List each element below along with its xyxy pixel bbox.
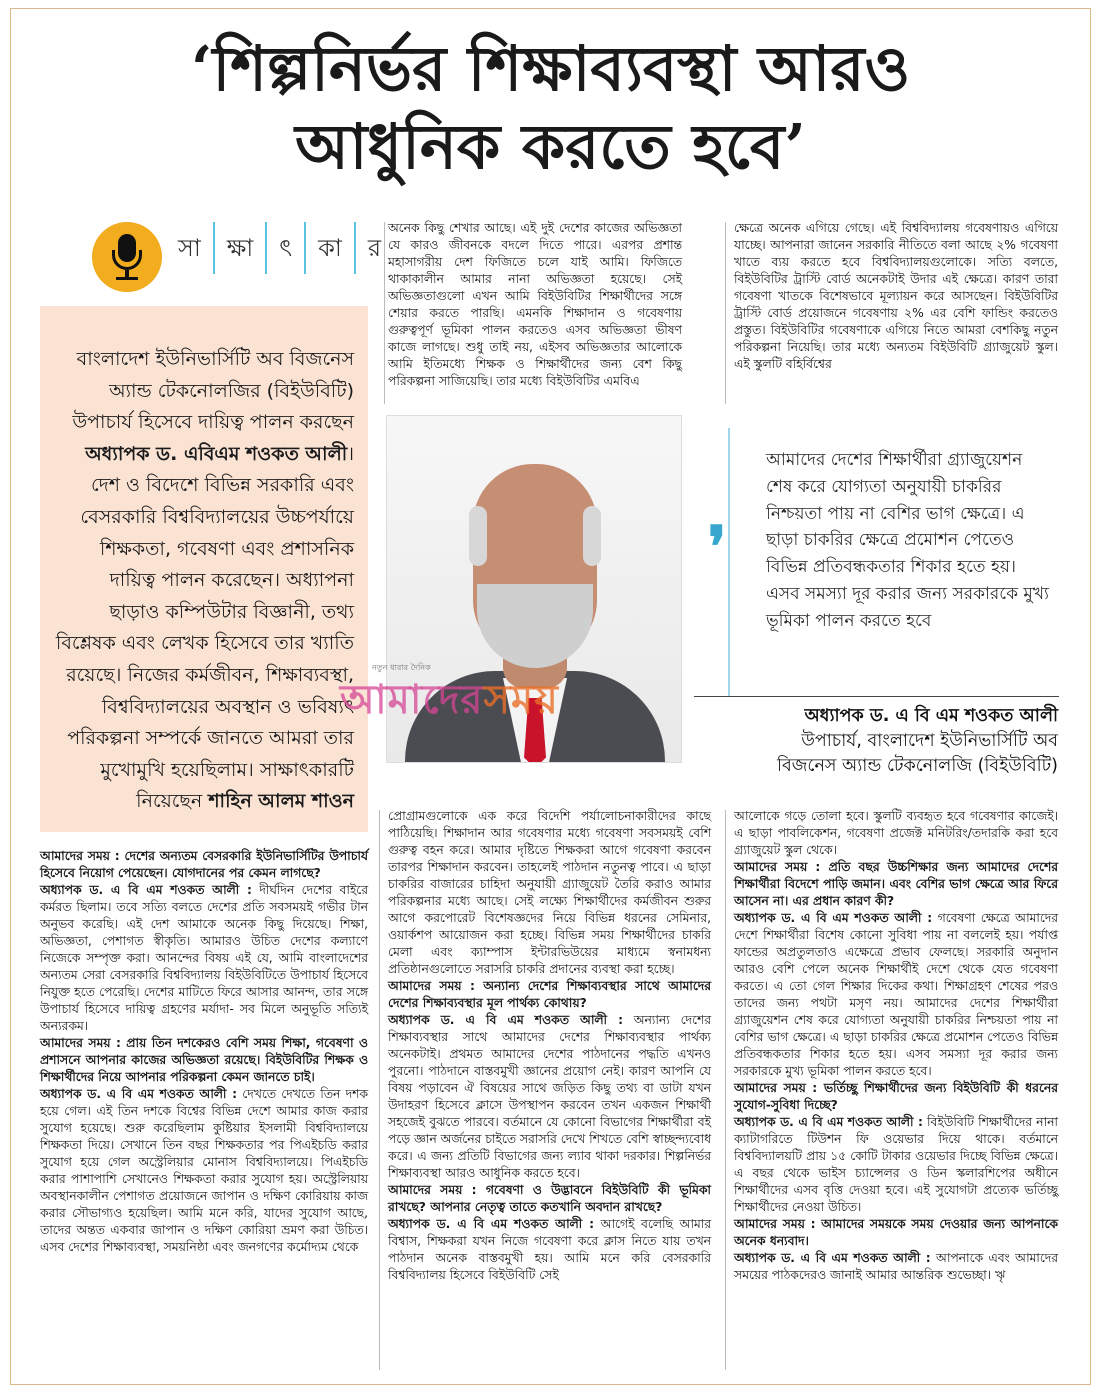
answer-text: বিইউবিটি শিক্ষার্থীদের নানা ক্যাটাগরিতে টিউশন ফি ওয়েভার দিয়ে থাকে। বর্তমানে বিশ্ববিদ্যালয়টি প্রায় ১৫ কোটি টাকার ওয়েভার দিচ্ছে বিভিন্ন ক্ষেত্রে। এ বছর থেকে ভাইস চ্যান্সেলর ও ডিন স্কলারশিপের অধীনে শিক্ষার্থীদের এসব বৃত্তি দেওয়া হবে। এই সুযোগটা প্রত্যেক ভর্তিচ্ছু শিক্ষার্থীদের নেওয়া উচিত। <box>734 1115 1058 1214</box>
answer-speaker: অধ্যাপক ড. এ বি এম শওকত আলী : <box>734 1251 931 1265</box>
answer-speaker: অধ্যাপক ড. এ বি এম শওকত আলী : <box>40 1087 238 1101</box>
body-paragraph: ক্ষেত্রে অনেক এগিয়ে গেছে। এই বিশ্ববিদ্যালয় গবেষণায়ও এগিয়ে যাচ্ছে। আপনারা জানেন সরকারি নীতিতে বলা আছে ২% গবেষণা খাতে ব্যয় করতে হবে বিশ্ববিদ্যালয়গুলোকে। সত্যি বলতে, বিইউবিটির ট্রাস্টি বোর্ড অনেকটাই উদার এই ক্ষেত্রে। কারণ তারা গবেষণা খাতকে বিশেষভাবে মূল্যায়ন করে আসছেন। বিইউবিটির ট্রাস্টি বোর্ড প্রয়োজনে গবেষণায় ২% এর বেশি ফান্ডিং করতেও প্রস্তুত। বিইউবিটির গবেষণাকে এগিয়ে নিতে আমরা বেশকিছু নতুন পরিকল্পনা নিয়েছি। তার মধ্যে অন্যতম বিইউবিটি গ্র্যাজুয়েট স্কুল। এই স্কুলটি বহির্বিশ্বের <box>734 221 1058 371</box>
question: আমাদের সময় : প্রায় তিন দশকেরও বেশি সময় শিক্ষা, গবেষণা ও প্রশাসনে আপনার কাজের অভিজ্ঞতা রয়েছে। বিইউবিটির শিক্ষক ও শিক্ষার্থীদের নিয়ে আপনার পরিকল্পনা কেমন জানতে চাই। <box>40 1036 368 1084</box>
caption-title: উপাচার্য, বাংলাদেশ ইউনিভার্সিটি অব <box>801 731 1058 751</box>
intro-interviewer-name: শাহিন আলম শাওন <box>208 790 354 813</box>
end-mark: ৠ <box>995 1268 1006 1282</box>
column-1 <box>40 848 368 1256</box>
section-letter: কা <box>306 222 356 274</box>
answer-text: অন্যান্য দেশের শিক্ষাব্যবস্থার সাথে আমাদের দেশের শিক্ষাব্যবস্থার পার্থক্য অনেকটাই। প্রথমত আমাদের দেশের পাঠদানের পদ্ধতি এখনও পুরনো। পাঠদানে বাস্তবমুখী জ্ঞানের প্রয়োগ নেই। কারণ আপনি যে বিষয় পড়াবেন ঐ বিষয়ের সাথে জড়িত কিছু তথ্য বা ডাটা যখন উদাহরণ হিসেবে ক্লাসে উপস্থাপন করবেন তখন একজন শিক্ষার্থী সহজেই বুঝতে পারবে। বর্তমানে যে কোনো বিভাগের শিক্ষার্থীরা বই পড়ে জ্ঞান অর্জনের চাইতে সরাসরি দেখে শিখতে বেশি স্বাচ্ছন্দ্যবোধ করে। এ জন্য প্রতিটি বিভাগের জন্য ল্যাব থাকা দরকার। শিল্পনির্ভর শিক্ষাব্যবস্থা আরও আধুনিক করতে হবে। <box>388 1013 711 1180</box>
section-letter: সা <box>166 222 215 274</box>
body-paragraph: আলোকে গড়ে তোলা হবে। স্কুলটি ব্যবহৃত হবে গবেষণার কাজেই। এ ছাড়া পাবলিকেশন, গবেষণা প্রজেক্ট মনিটরিং/তদারকি করা হবে গ্র্যাজুয়েট স্কুল থেকে। <box>734 809 1058 857</box>
microphone-icon <box>92 222 162 292</box>
question: আমাদের সময় : গবেষণা ও উদ্ভাবনে বিইউবিটি কী ভূমিকা রাখছে? আপনার নেতৃত্ব তাতে কতখানি অবদান রাখছে? <box>388 1183 711 1214</box>
headline-line-1: ‘শিল্পনির্ভর শিক্ষাব্যবস্থা আরও <box>190 32 911 105</box>
answer-text: গবেষণা ক্ষেত্রে আমাদের দেশে শিক্ষার্থীরা বিশেষ কোনো সুবিধা পায় না বললেই হয়। পর্যাপ্ত ফান্ডের অপ্রতুলতাও এক্ষেত্রে প্রভাব ফেলছে। সরকারি অনুদান আরও বেশি পেলে অনেক শিক্ষার্থীই দেশে থেকে যেত গবেষণা করতে। এ তো গেল শিক্ষার দিকের কথা। শিক্ষাগ্রহণ শেষের পরও তাদের জন্য পথটা মসৃণ নয়। আমাদের দেশের শিক্ষার্থীরা গ্র্যাজুয়েশন শেষ করে যোগ্যতা অনুযায়ী চাকরির নিশ্চয়তা পায় না বেশির ভাগ ক্ষেত্রে। এ ছাড়া চাকরির ক্ষেত্রে প্রমোশন পেতেও বিভিন্ন প্রতিবন্ধকতার শিকার হতে হয়। এসব সমস্যা দূর করার জন্য সরকারকে মুখ্য ভূমিকা পালন করতে হবে। <box>734 911 1059 1078</box>
intro-text: বাংলাদেশ ইউনিভার্সিটি অব বিজনেস অ্যান্ড টেকনোলজির (বিইউবিটি) উপাচার্য হিসেবে দায়িত্ব পালন করছেন <box>72 348 354 434</box>
column-3 <box>734 808 1058 1284</box>
watermark-logo <box>340 668 740 723</box>
intro-subject-name: অধ্যাপক ড. এবিএম শওকত আলী <box>85 442 348 465</box>
answer-speaker: অধ্যাপক ড. এ বি এম শওকত আলী : <box>40 883 252 897</box>
answer-text: দীর্ঘদিন দেশের বাইরে কর্মরত ছিলাম। তবে সত্যি বলতে দেশের প্রতি সবসময়ই গভীর টান অনুভব করেছি। এই দেশ আমাকে অনেক কিছু দিয়েছে। শিক্ষা, অভিজ্ঞতা, পেশাগত স্বীকৃতি। আমারও উচিত দেশের কল্যাণে নিজেকে সম্পৃক্ত করা। আনন্দের বিষয় এই যে, আমি বাংলাদেশের অন্যতম সেরা বেসরকারি বিশ্ববিদ্যালয় বিইউবিটিতে উপাচার্য হিসেবে নিযুক্ত হতে পেরেছি। দেশের মাটিতে ফিরে আসার আনন্দ, তার সঙ্গে উপাচার্য হিসেবে দায়িত্ব গ্রহণের মর্যাদা- সব মিলে অনুভূতি সত্যিই অন্যরকম। <box>40 883 369 1033</box>
pull-quote-text: আমাদের দেশের শিক্ষার্থীরা গ্র্যাজুয়েশন শেষ করে যোগ্যতা অনুযায়ী চাকরির নিশ্চয়তা পায় না বেশির ভাগ ক্ষেত্রে। এ ছাড়া চাকরির ক্ষেত্রে প্রমোশন পেতেও বিভিন্ন প্রতিবন্ধকতার শিকার হতে হয়। এসব সমস্যা দূর করার জন্য সরকারকে মুখ্য ভূমিকা পালন করতে হবে <box>766 450 1049 631</box>
answer-speaker: অধ্যাপক ড. এ বি এম শওকত আলী : <box>734 1115 923 1129</box>
answer-speaker: অধ্যাপক ড. এ বি এম শওকত আলী : <box>388 1217 595 1231</box>
answer-text: দেখতে দেখতে তিন দশক হয়ে গেল। এই তিন দশকে বিশ্বের বিভিন্ন দেশে আমার কাজ করার সুযোগ হয়েছে। শুরু করেছিলাম কুষ্টিয়ার ইসলামী বিশ্ববিদ্যালয়ে শিক্ষকতা দিয়ে। সেখানে তিন বছর শিক্ষকতার পর পিএইচডি করার সুযোগ হয়ে গেল অস্ট্রেলিয়ার মোনাস বিশ্ববিদ্যালয়ে। পিএইচডি করার পাশাপাশি সেখানেও শিক্ষকতা করার সুযোগ হয়। অস্ট্রেলিয়ায় অবস্থানকালীন পেশাগত প্রয়োজনে জাপান ও দক্ষিণ কোরিয়ায় কাজ করার সৌভাগ্যও হয়েছিল। আমি মনে করি, যাদের সুযোগ আছে, তাদের অন্তত একবার জাপান ও দক্ষিণ কোরিয়া ভ্রমণ করা উচিত। এসব দেশের শিক্ষাব্যবস্থা, সময়নিষ্ঠা এবং জনগণের কর্মোদ্যম থেকে <box>40 1087 368 1254</box>
question: আমাদের সময় : আমাদের সময়কে সময় দেওয়ার জন্য আপনাকে অনেক ধন্যবাদ। <box>734 1217 1058 1248</box>
question: আমাদের সময় : ভর্তিচ্ছু শিক্ষার্থীদের জন্য বিইউবিটি কী ধরনের সুযোগ-সুবিধা দিচ্ছে? <box>734 1081 1058 1112</box>
question: আমাদের সময় : অন্যান্য দেশের শিক্ষাব্যবস্থার সাথে আমাদের দেশের শিক্ষাব্যবস্থার মূল পার্থক্য কোথায়? <box>388 979 711 1010</box>
headline-line-2: আধুনিক করতে হবে’ <box>295 110 806 183</box>
photo-caption <box>728 704 1058 779</box>
question: আমাদের সময় : দেশের অন্যতম বেসরকারি ইউনিভার্সিটির উপাচার্য হিসেবে নিয়োগ পেয়েছেন। যোগদানের পর কেমন লাগছে? <box>40 849 368 880</box>
body-paragraph: অনেক কিছু শেখার আছে। এই দুই দেশের কাজের অভিজ্ঞতা যে কারও জীবনকে বদলে দিতে পারে। এরপর প্রশান্ত মহাসাগরীয় দেশ ফিজিতে চলে যাই আমি। ফিজিতে থাকাকালীন আমার নানা অভিজ্ঞতা হয়েছে। সেই অভিজ্ঞতাগুলো এখন আমি বিইউবিটির শিক্ষার্থীদের সঙ্গে শেয়ার করতে পারছি। এমনকি শিক্ষাদান ও গবেষণায় গুরুত্বপূর্ণ ভূমিকা পালন করতেও এসব অভিজ্ঞতা ভীষণ কাজে লাগছে। শুধু তাই নয়, এইসব অভিজ্ঞতার আলোকে আমি ইতিমধ্যে শিক্ষক ও শিক্ষার্থীদের জন্য বেশ কিছু পরিকল্পনা সাজিয়েছি। তার মধ্যে বিইউবিটির এমবিএ <box>388 221 682 388</box>
answer-text: আপনাকে এবং আমাদের সময়ের পাঠকদেরও জানাই আমার আন্তরিক শুভেচ্ছা। <box>734 1251 1059 1282</box>
section-letter: ৎ <box>267 222 306 274</box>
intro-box <box>40 306 368 832</box>
mid-top-column <box>388 220 682 390</box>
headline <box>30 30 1071 186</box>
caption-organization: বিজনেস অ্যান্ড টেকনোলজি (বিইউবিটি) <box>777 756 1058 776</box>
right-top-column <box>734 220 1058 373</box>
question: আমাদের সময় : প্রতি বছর উচ্চশিক্ষার জন্য আমাদের দেশের শিক্ষার্থীরা বিদেশে পাড়ি জমান। এবং বেশির ভাগ ক্ষেত্রে আর ফিরে আসেন না। এর প্রধান কারণ কী? <box>734 860 1058 908</box>
answer-text: আগেই বলেছি আমার বিশ্বাস, শিক্ষকরা যখন নিজে গবেষণা করে ক্লাস নিতে যায় তখন পাঠদান অনেক বাস্তবমুখী হয়। আমি মনে করি বেসরকারি বিশ্ববিদ্যালয় হিসেবে বিইউবিটি সেই <box>388 1217 712 1282</box>
quote-mark-icon: ❜ <box>708 514 727 580</box>
watermark-part-2: সময় <box>483 676 559 723</box>
section-letter: ক্ষা <box>215 222 267 274</box>
body-paragraph: প্রোগ্রামগুলোকে এক করে বিদেশি পর্যালোচনাকারীদের কাছে পাঠিয়েছি। শিক্ষাদান আর গবেষণার মধ্যে গবেষণা সবসময়ই বেশি গুরুত্ব বহন করে। আমার দৃষ্টিতে শিক্ষকরা আগে গবেষণা করবেন তারপর শিক্ষাদান করবেন। তাহলেই পাঠদান নতুনত্ব পাবে। এ ছাড়া চাকরির বাজারের চাহিদা অনুযায়ী গ্র্যাজুয়েট তৈরি করাও আমার পরিকল্পনার মধ্যে আছে। সেই লক্ষ্যে শিক্ষার্থীদের কর্মজীবন শুরুর আগে করপোরেট বিশেষজ্ঞদের নিয়ে বিভিন্ন ধরনের সেমিনার, ওয়ার্কশপ আয়োজন করা হচ্ছে। বিভিন্ন সময় শিক্ষার্থীদের চাকরি মেলা এবং ক্যাম্পাস ইন্টারভিউয়ের মাধ্যমে স্বনামধন্য প্রতিষ্ঠানগুলোতে সরাসরি চাকরি প্রদানের ব্যবস্থা করা হচ্ছে। <box>388 809 711 976</box>
watermark-part-1: আমাদের <box>340 676 484 723</box>
divider <box>694 696 1059 697</box>
caption-name: অধ্যাপক ড. এ বি এম শওকত আলী <box>804 706 1058 726</box>
watermark-tagline: নতুন ধারার দৈনিক <box>372 663 431 672</box>
answer-speaker: অধ্যাপক ড. এ বি এম শওকত আলী : <box>388 1013 624 1027</box>
section-label <box>166 236 393 274</box>
intro-text-2: । দেশ ও বিদেশে বিভিন্ন সরকারি এবং বেসরকারি বিশ্ববিদ্যালয়ের উচ্চপর্যায়ে শিক্ষকতা, গবেষণা এবং প্রশাসনিক দায়িত্ব পালন করেছেন। অধ্যাপনা ছাড়াও কম্পিউটার বিজ্ঞানী, তথ্য বিশ্লেষক এবং লেখক হিসেবে তার খ্যাতি রয়েছে। নিজের কর্মজীবন, শিক্ষাব্যবস্থা, বিশ্ববিদ্যালয়ের অবস্থান ও ভবিষ্যৎ পরিকল্পনা সম্পর্কে জানতে আমরা তার মুখোমুখি হয়েছিলাম। সাক্ষাৎকারটি নিয়েছেন <box>55 442 354 813</box>
column-2 <box>388 808 711 1284</box>
answer-speaker: অধ্যাপক ড. এ বি এম শওকত আলী : <box>734 911 933 925</box>
section-letter: র <box>367 234 382 262</box>
